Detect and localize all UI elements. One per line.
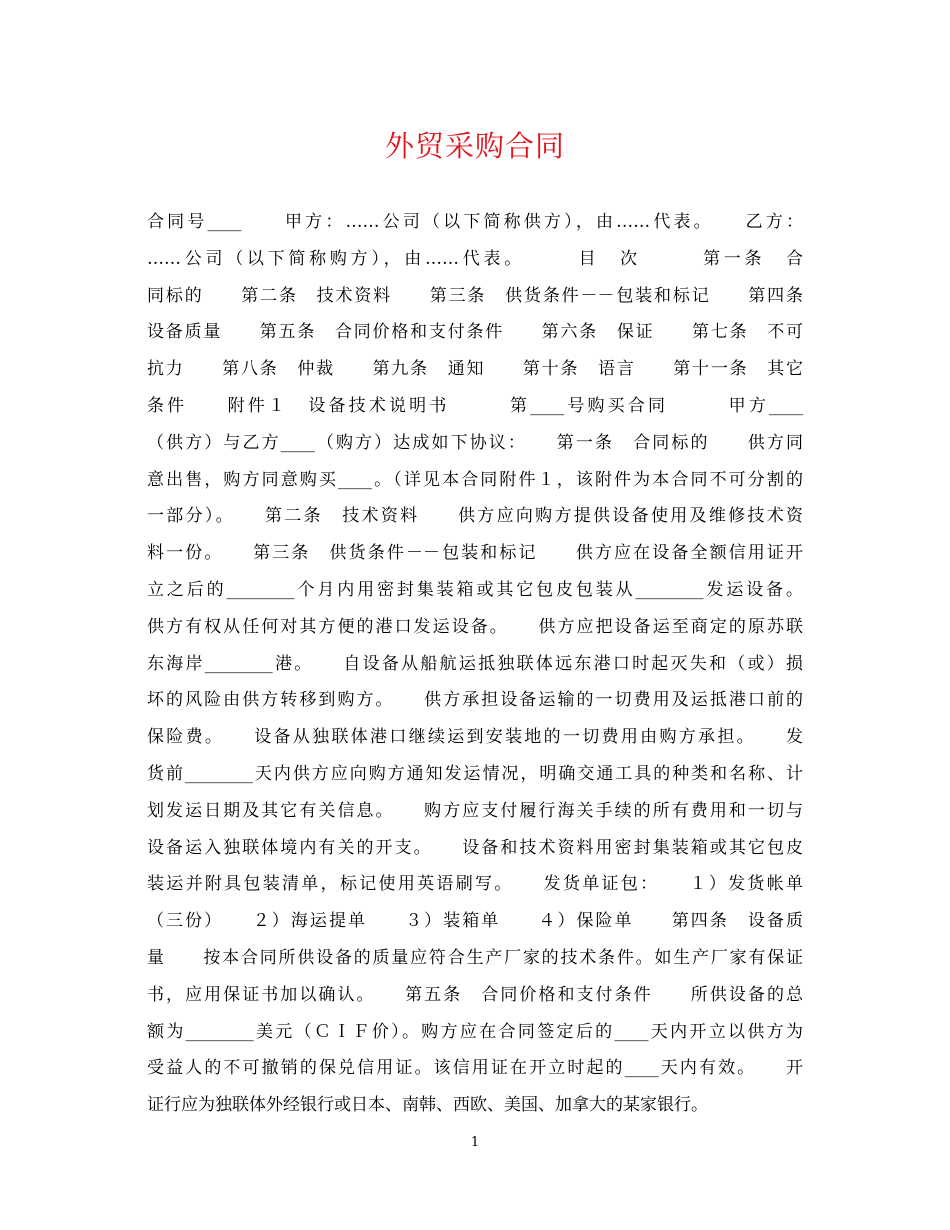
- body-line: 货前________天内供方应向购方通知发运情况，明确交通工具的种类和名称、计: [147, 763, 803, 784]
- body-line: 保险费。 设备从独联体港口继续运到安装地的一切费用由购方承担。 发: [147, 727, 803, 748]
- contract-body: [147, 204, 803, 1124]
- body-line: ……公司（以下简称购方），由……代表。 目 次 第一条 合: [147, 248, 803, 269]
- page-number: 1: [470, 1135, 480, 1150]
- body-line: 抗力 第八条 仲裁 第九条 通知 第十条 语言 第十一条 其它: [147, 359, 803, 380]
- body-line: 书，应用保证书加以确认。 第五条 合同价格和支付条件 所供设备的总: [147, 984, 803, 1005]
- body-line: 料一份。 第三条 供货条件－－包装和标记 供方应在设备全额信用证开: [147, 543, 803, 564]
- body-line: 受益人的不可撤销的保兑信用证。该信用证在开立时起的____天内有效。 开: [147, 1058, 803, 1079]
- body-line: 设备质量 第五条 合同价格和支付条件 第六条 保证 第七条 不可: [147, 322, 803, 343]
- body-line: 装运并附具包装清单，标记使用英语刷写。 发货单证包： １）发货帐单: [147, 874, 803, 895]
- body-line: 合同号____ 甲方：……公司（以下简称供方），由……代表。 乙方：: [147, 212, 803, 232]
- body-line: 同标的 第二条 技术资料 第三条 供货条件－－包装和标记 第四条: [147, 285, 803, 306]
- body-line: 额为________美元（ＣＩＦ价）。购方应在合同签定后的____天内开立以供方为: [147, 1021, 803, 1042]
- body-line: 设备运入独联体境内有关的开支。 设备和技术资料用密封集装箱或其它包皮: [147, 837, 803, 858]
- body-line: 东海岸________港。 自设备从船航运抵独联体远东港口时起灭失和（或）损: [147, 653, 803, 674]
- body-line: 坏的风险由供方转移到购方。 供方承担设备运输的一切费用及运抵港口前的: [147, 690, 803, 711]
- body-line: 供方有权从任何对其方便的港口发运设备。 供方应把设备运至商定的原苏联: [147, 616, 803, 637]
- body-line: 条件 附件１ 设备技术说明书 第____号购买合同 甲方____: [147, 395, 803, 416]
- body-line: 意出售，购方同意购买____。（详见本合同附件１，该附件为本合同不可分割的: [147, 469, 803, 490]
- document-title: 外贸采购合同: [384, 129, 565, 163]
- body-line: 量 按本合同所供设备的质量应符合生产厂家的技术条件。如生产厂家有保证: [147, 947, 803, 968]
- body-line: （三份） ２）海运提单 ３）装箱单 ４）保险单 第四条 设备质: [147, 911, 803, 932]
- body-line: （供方）与乙方____（购方）达成如下协议： 第一条 合同标的 供方同: [147, 432, 803, 453]
- body-line: 证行应为独联体外经银行或日本、南韩、西欧、美国、加拿大的某家银行。: [147, 1095, 708, 1116]
- body-line: 划发运日期及其它有关信息。 购方应支付履行海关手续的所有费用和一切与: [147, 800, 803, 821]
- body-line: 立之后的________个月内用密封集装箱或其它包皮包装从________发运设备。: [147, 579, 803, 600]
- body-line: 一部分）。 第二条 技术资料 供方应向购方提供设备使用及维修技术资: [147, 506, 803, 527]
